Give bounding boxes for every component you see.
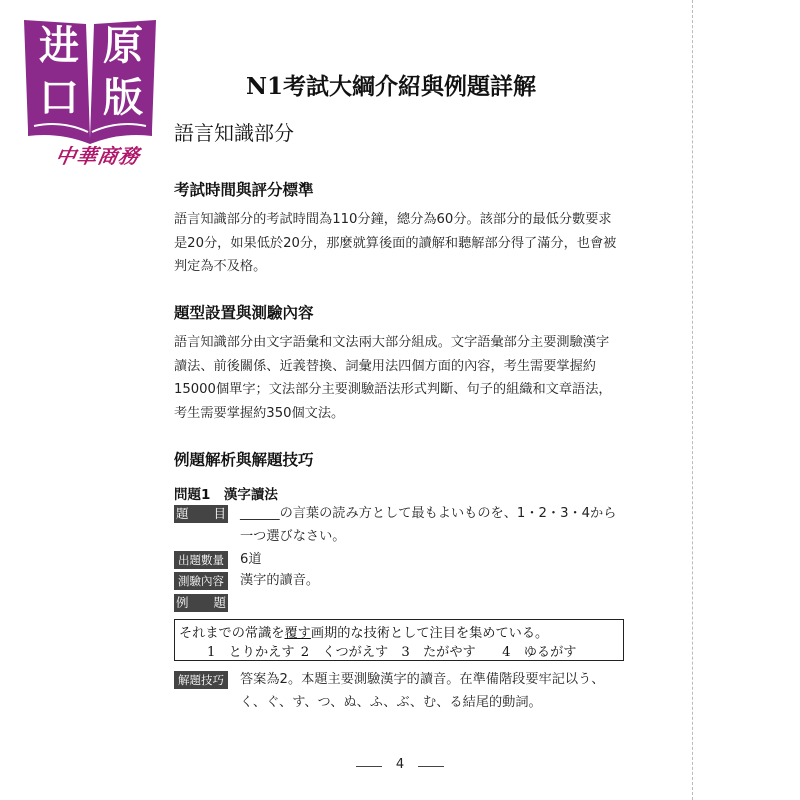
text-line: 讀法、前後關係、近義替換、詞彙用法四個方面的內容，考生需要掌握約 <box>174 358 596 374</box>
page-number: 4 <box>395 757 405 772</box>
imported-original-badge <box>20 14 160 168</box>
question-title: 問題1 漢字讀法 <box>174 487 278 503</box>
text-line: 語言知識部分由文字語彙和文法兩大部分組成。文字語彙部分主要測驗漢字 <box>174 335 610 350</box>
example-options: 1 とりかえす 2 くつがえす 3 たがやす 4 ゆるがす <box>207 645 577 660</box>
badge-word-4: 版 <box>103 74 143 121</box>
tips-text <box>240 668 604 714</box>
example-sentence <box>179 622 548 641</box>
example-underlined-word: 覆す <box>284 626 311 641</box>
badge-word-1: 进 <box>39 22 79 69</box>
label-char: 例 <box>176 595 189 610</box>
label-char: 題 <box>213 595 226 610</box>
heading-exam-time: 考試時間與評分標準 <box>174 180 314 199</box>
page-title: N1考試大綱介紹與例題詳解 <box>246 73 537 100</box>
label-char: 題 <box>176 506 189 521</box>
text-line: 答案為2。本題主要測驗漢字的讀音。在準備階段要牢記以う、 <box>240 672 605 687</box>
content-value: 漢字的讀音。 <box>240 573 320 588</box>
text-line: 15000個單字；文法部分主要測驗語法形式判斷、句子的組織和文章語法， <box>174 382 612 397</box>
text-line: ______の言葉の読み方として最もよいものを、1・2・3・4から <box>240 506 617 521</box>
example-after: 画期的な技術として注目を集めている。 <box>310 626 549 641</box>
label-char: 目 <box>213 506 226 521</box>
heading-example-analysis: 例題解析與解題技巧 <box>174 450 314 469</box>
topic-text <box>240 502 616 548</box>
footer-line-right <box>418 766 444 767</box>
example-label <box>174 594 228 612</box>
text-line: く、ぐ、す、つ、ぬ、ふ、ぶ、む、る結尾的動詞。 <box>240 695 542 710</box>
badge-word-2: 原 <box>103 22 143 69</box>
count-label: 出題數量 <box>174 551 228 569</box>
paragraph-exam-time <box>174 208 634 279</box>
topic-label <box>174 505 228 523</box>
badge-word-3: 口 <box>39 74 79 121</box>
text-line: 語言知識部分的考試時間為110分鐘，總分為60分。該部分的最低分數要求 <box>174 212 612 227</box>
paragraph-question-types <box>174 331 634 425</box>
tips-label: 解題技巧 <box>174 671 228 689</box>
content-label: 測驗內容 <box>174 572 228 590</box>
example-box <box>174 619 624 661</box>
text-line: 一つ選びなさい。 <box>240 529 346 544</box>
text-line: 是20分，如果低於20分，那麼就算後面的讀解和聽解部分得了滿分，也會被 <box>174 235 617 251</box>
example-before: それまでの常識を <box>179 626 285 641</box>
text-line: 判定為不及格。 <box>174 259 267 274</box>
page-edge-divider <box>692 0 693 800</box>
section-title: 語言知識部分 <box>174 121 294 145</box>
brand-name: 中華商務 <box>53 144 142 168</box>
count-value: 6道 <box>240 552 262 567</box>
text-line: 考生需要掌握約350個文法。 <box>174 405 345 421</box>
heading-question-types: 題型設置與測驗內容 <box>174 303 314 322</box>
